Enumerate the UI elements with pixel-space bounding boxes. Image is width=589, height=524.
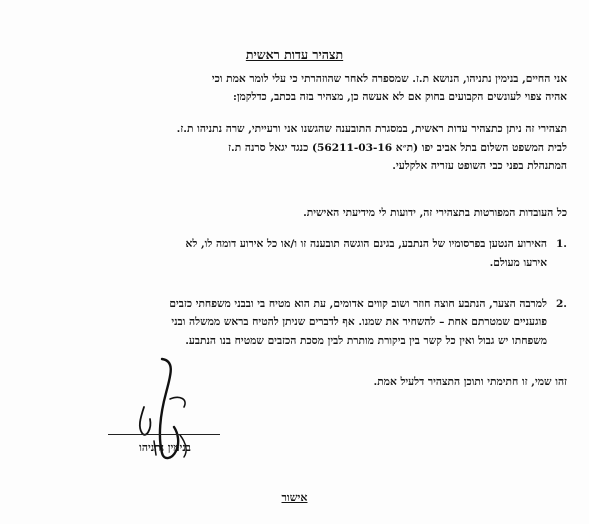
item-number-2: 2. [555, 298, 567, 310]
purpose-line-3: המתנהלת בפני כבי השופט עזריה אלקלעי. [392, 160, 567, 172]
purpose-line-1: תצהירי זה ניתן כתצהיר עדות ראשית, במסגרת התובענה שהגשנו אני ורעייתי, שרה נתניהו ת.ז. [176, 123, 567, 135]
intro-line-2: אהיה צפוי לעונשים הקבועים בחוק אם לא אעשה כן, מצהיר בזה בכתב, כדלקמן: [232, 91, 567, 103]
signature-line [108, 434, 220, 435]
item-2-line-3: משפחתו יש גבול ואין כל קשר בין ביקורת מותרת לבין מסכת הכזבים שמטיח בנו הנתבע. [185, 335, 547, 347]
facts-statement: כל העובדות המפורטות בתצהירי זה, ידועות לי מידיעתי האישית. [303, 207, 567, 219]
document-title: תצהיר עדות ראשית [245, 47, 344, 62]
approval-heading: אישור [281, 491, 308, 504]
closing-statement: זהו שמי, זו חתימתי ותוכן התצהיר דלעיל אמת. [373, 376, 567, 388]
intro-line-1: אני החיים, בנימין נתניהו, הנושא ת.ז. שמספרה לאחר שהוזהרתי כי עלי לומר אמת וכי [211, 73, 567, 85]
item-2-line-1: למרבה הצער, הנתבע חוצה חוזר ושוב קווים אדומים, עת הוא מטיח בי ובבני משפחתי כזבים [169, 298, 547, 310]
purpose-line-2: לבית המשפט השלום בתל אביב יפו (ת״א 56211-03-16) כנגד יגאל סרנה ת.ז [228, 142, 567, 154]
item-1-line-2: אירעו מעולם. [489, 257, 547, 269]
item-1-line-1: האירוע הנטען בפרסומיו של הנתבע, בגינם הוגשה תובענה זו ו/או כל אירוע דומה לו, לא [185, 238, 547, 250]
item-2-line-2: פוגעניים שמטרתם אחת – להשחיר את שמנו. אף לדברים שניתן להטיח בראש ממשלה ובני [171, 316, 547, 328]
item-number-1: 1. [555, 238, 567, 250]
signer-name: בנימין נתניהו [139, 442, 191, 454]
